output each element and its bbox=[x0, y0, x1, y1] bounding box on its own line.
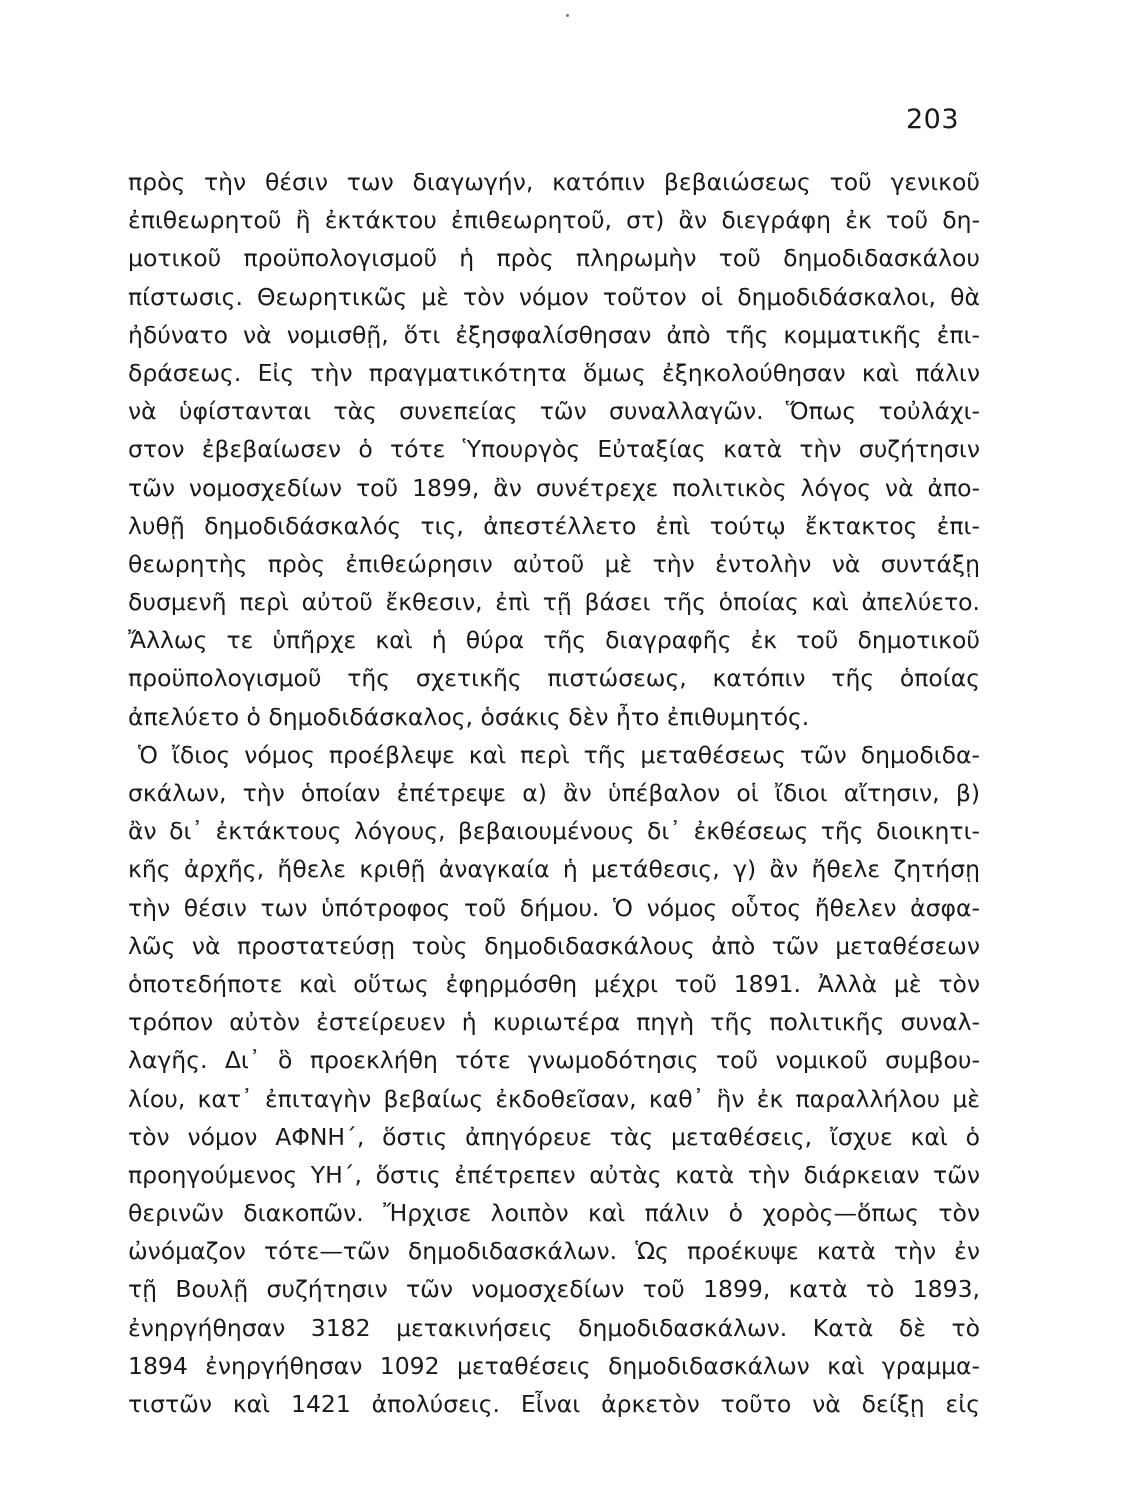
text-line: προϋπολογισμοῦ τῆς σχετικῆς πιστώσεως, κατόπιν τῆς ὁποίας bbox=[128, 664, 980, 693]
text-line: τιστῶν καὶ 1421 ἀπολύσεις. Εἶναι ἀρκετὸν τοῦτο νὰ δείξῃ εἰς bbox=[128, 1390, 980, 1418]
text-line: στον ἐβεβαίωσεν ὁ τότε Ὑπουργὸς Εὐταξίας κατὰ τὴν συζήτησιν bbox=[128, 435, 980, 464]
text-line: ἐνηργήθησαν 3182 μετακινήσεις δημοδιδασκάλων. Κατὰ δὲ τὸ bbox=[128, 1313, 980, 1342]
text-line: δυσμενῆ περὶ αὐτοῦ ἔκθεσιν, ἐπὶ τῇ βάσει τῆς ὁποίας καὶ ἀπελύετο. bbox=[128, 588, 980, 617]
text-line: τῇ Βουλῇ συζήτησιν τῶν νομοσχεδίων τοῦ 1899, κατὰ τὸ 1893, bbox=[128, 1275, 980, 1304]
text-line: τὴν θέσιν των ὑπότροφος τοῦ δήμου. Ὁ νόμος οὗτος ἤθελεν ἀσφα- bbox=[128, 893, 980, 922]
text-line: λαγῆς. Δι᾿ ὃ προεκλήθη τότε γνωμοδότησις τοῦ νομικοῦ συμβου- bbox=[128, 1046, 980, 1075]
text-line: προηγούμενος ΥΗ΄, ὅστις ἐπέτρεπεν αὐτὰς κατὰ τὴν διάρκειαν τῶν bbox=[128, 1160, 980, 1189]
text-line: 1894 ἐνηργήθησαν 1092 μεταθέσεις δημοδιδασκάλων καὶ γραμμα- bbox=[128, 1351, 980, 1380]
text-line: ἠδύνατο νὰ νομισθῇ, ὅτι ἐξησφαλίσθησαν ἀπὸ τῆς κομματικῆς ἐπι- bbox=[128, 320, 980, 349]
text-line: ὠνόμαζον τότε—τῶν δημοδιδασκάλων. Ὡς προέκυψε κατὰ τὴν ἐν bbox=[128, 1237, 980, 1266]
text-line: ἐπιθεωρητοῦ ἢ ἐκτάκτου ἐπιθεωρητοῦ, στ) ἂν διεγράφη ἐκ τοῦ δη- bbox=[128, 206, 980, 235]
text-line: νὰ ὑφίστανται τὰς συνεπείας τῶν συναλλαγῶν. Ὅπως τοὐλάχι- bbox=[128, 397, 980, 426]
text-line: ὁποτεδήποτε καὶ οὕτως ἐφηρμόσθη μέχρι τοῦ 1891. Ἀλλὰ μὲ τὸν bbox=[128, 969, 980, 998]
text-line: τὸν νόμον ΑΦΝΗ΄, ὅστις ἀπηγόρευε τὰς μεταθέσεις, ἴσχυε καὶ ὁ bbox=[128, 1122, 980, 1151]
scan-speck bbox=[566, 14, 569, 17]
body-text bbox=[128, 163, 980, 1423]
text-line: ἀπελύετο ὁ δημοδιδάσκαλος, ὁσάκις δὲν ἦτο ἐπιθυμητός. bbox=[128, 702, 810, 731]
text-line: ἂν δι᾿ ἐκτάκτους λόγους, βεβαιουμένους δι᾿ ἐκθέσεως τῆς διοικητι- bbox=[128, 817, 980, 846]
text-line: δράσεως. Εἰς τὴν πραγματικότητα ὅμως ἐξηκολούθησαν καὶ πάλιν bbox=[128, 358, 980, 387]
text-line: μοτικοῦ προϋπολογισμοῦ ἡ πρὸς πληρωμὴν τοῦ δημοδιδασκάλου bbox=[128, 244, 980, 273]
text-line: θερινῶν διακοπῶν. Ἤρχισε λοιπὸν καὶ πάλιν ὁ χορὸς—ὅπως τὸν bbox=[128, 1199, 980, 1228]
page-number: 203 bbox=[906, 104, 960, 135]
text-line: κῆς ἀρχῆς, ἤθελε κριθῇ ἀναγκαία ἡ μετάθεσις, γ) ἂν ἤθελε ζητήσῃ bbox=[128, 855, 980, 884]
text-line: τῶν νομοσχεδίων τοῦ 1899, ἂν συνέτρεχε πολιτικὸς λόγος νὰ ἀπο- bbox=[128, 473, 980, 502]
text-line: λῶς νὰ προστατεύσῃ τοὺς δημοδιδασκάλους ἀπὸ τῶν μεταθέσεων bbox=[128, 931, 980, 960]
text-line: λίου, κατ᾿ ἐπιταγὴν βεβαίως ἐκδοθεῖσαν, καθ᾿ ἣν ἐκ παραλλήλου μὲ bbox=[128, 1084, 980, 1113]
text-line: Ἄλλως τε ὑπῆρχε καὶ ἡ θύρα τῆς διαγραφῆς ἐκ τοῦ δημοτικοῦ bbox=[128, 626, 980, 655]
text-line: τρόπον αὐτὸν ἐστείρευεν ἡ κυριωτέρα πηγὴ τῆς πολιτικῆς συναλ- bbox=[128, 1008, 980, 1037]
text-line: πίστωσις. Θεωρητικῶς μὲ τὸν νόμον τοῦτον οἱ δημοδιδάσκαλοι, θὰ bbox=[128, 282, 980, 311]
text-line: θεωρητὴς πρὸς ἐπιθεώρησιν αὐτοῦ μὲ τὴν ἐντολὴν νὰ συντάξῃ bbox=[128, 549, 980, 578]
text-line: πρὸς τὴν θέσιν των διαγωγήν, κατόπιν βεβαιώσεως τοῦ γενικοῦ bbox=[128, 168, 980, 196]
text-line: Ὁ ἴδιος νόμος προέβλεψε καὶ περὶ τῆς μεταθέσεως τῶν δημοδιδα- bbox=[138, 740, 980, 769]
text-line: σκάλων, τὴν ὁποίαν ἐπέτρεψε α) ἂν ὑπέβαλον οἱ ἴδιοι αἴτησιν, β) bbox=[128, 779, 980, 807]
text-line: λυθῇ δημοδιδάσκαλός τις, ἀπεστέλλετο ἐπὶ τούτῳ ἔκτακτος ἐπι- bbox=[128, 511, 980, 540]
